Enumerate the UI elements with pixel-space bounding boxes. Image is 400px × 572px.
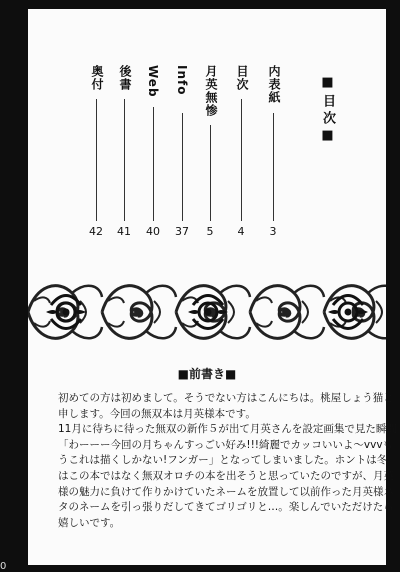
toc-leader-line [153,107,154,221]
preface-line: うこれは描くしかない!フンガー」となってしまいました。ホントは冬 [58,454,388,467]
toc-entry-label: Info [175,65,189,96]
preface-body [58,391,397,531]
toc-entry-label: 目次 [235,65,249,91]
preface-line: 初めての方は初めまして。そうでない方はこんにちは。桃屋しょう猫と [58,392,394,404]
toc-entry-page: 4 [237,225,245,238]
toc-title: ■目次■ [320,75,335,147]
toc-entry-label: Web [146,65,160,98]
toc-entry-label: 後書 [118,65,132,91]
preface-line: 「わーーー今回の月ちゃんすっごい好み!!!綺麗でカッコいいよ～vvvも [58,438,394,451]
toc-entry-page: 41 [117,225,131,238]
toc-leader-line [182,113,183,221]
toc-entry-label: 内表紙 [267,65,281,104]
toc-entry-page: 5 [206,225,214,238]
preface-title: ■前書き■ [177,367,237,381]
toc-leader-line [241,99,242,221]
toc-leader-line [124,99,125,221]
toc-entry-page: 37 [175,225,189,238]
preface-line: 嬉しいです。 [58,516,121,529]
preface-line: 申します。今回の無双本は月英様本です。 [58,407,256,420]
preface-line: はこの本ではなく無双オロチの本を出そうと思っていたのですが、月英 [58,469,394,482]
page-number: 0 [0,561,7,572]
toc-leader-line [273,113,274,221]
toc-leader-line [210,125,211,221]
toc-entry-page: 3 [269,225,277,238]
toc-entry-page: 42 [89,225,103,238]
toc-entry-page: 40 [146,225,160,238]
preface-line: 様の魅力に負けて作りかけていたネームを放置して以前作った月英様ネ [58,485,394,498]
toc-leader-line [96,99,97,221]
preface-line: 11月に待ちに待った無双の新作５が出て月英さんを設定画集で見た瞬間 [58,423,397,436]
preface-line: タのネームを引っ張りだしてきてゴリゴリと…。楽しんでいただけたら [58,501,394,514]
toc-entry-label: 月英無惨 [204,65,218,117]
toc-entry-label: 奥付 [90,65,104,91]
floral-ornament-band [28,271,386,353]
book-page [28,9,397,565]
